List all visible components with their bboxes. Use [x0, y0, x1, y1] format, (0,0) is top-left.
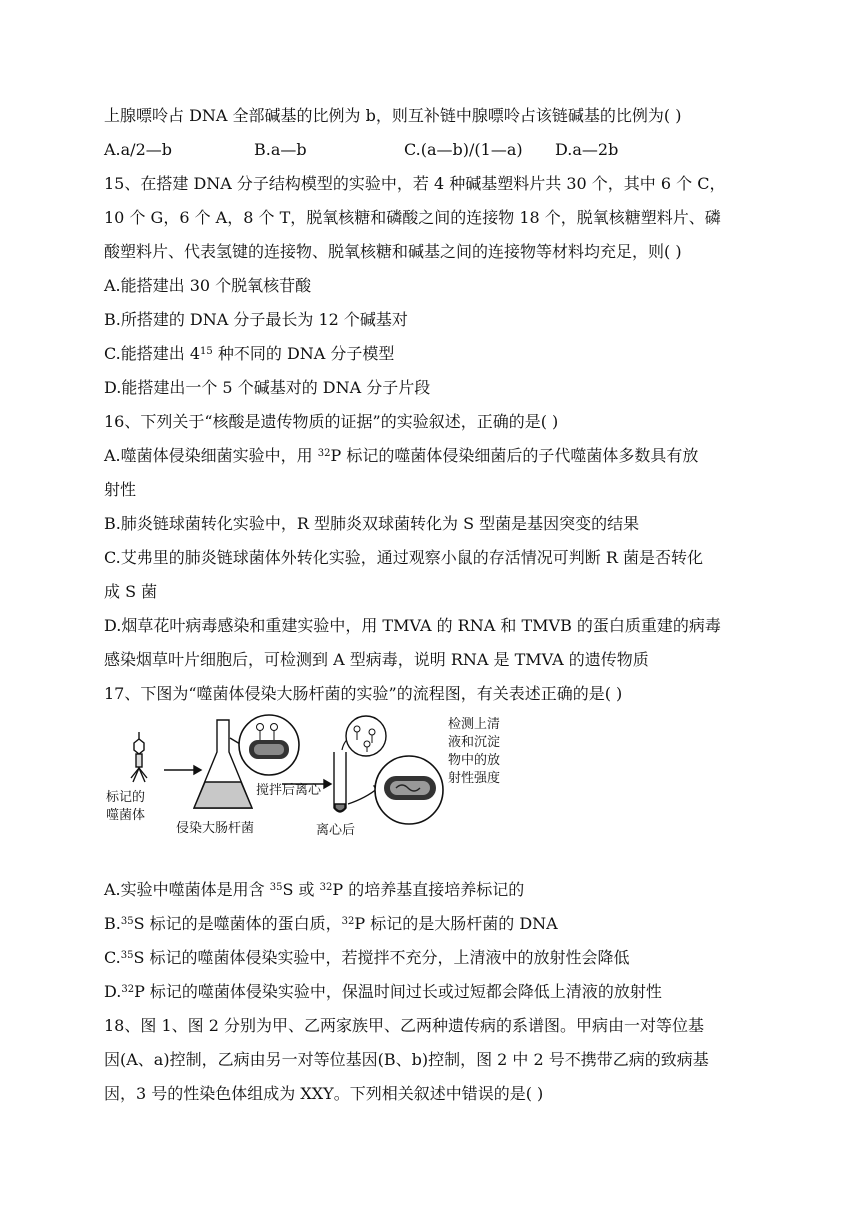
test-tube-icon [334, 752, 346, 812]
figure-label-stir: 搅拌后离心 [256, 783, 322, 798]
q16-option-d-line1: D.烟草花叶病毒感染和重建实验中，用 TMVA 的 RNA 和 TMVB 的蛋白质重建的病毒 [104, 616, 721, 635]
q18-stem-line1: 18、图 1、图 2 分别为甲、乙两家族甲、乙两种遗传病的系谱图。甲病由一对等位基 [104, 1016, 704, 1035]
q16-stem: 16、下列关于“核酸是遗传物质的证据”的实验叙述，正确的是( ) [104, 412, 559, 431]
superscript: 32 [341, 916, 355, 927]
q14-option-d: D.a—2b [555, 140, 619, 159]
superscript: 15 [200, 346, 213, 357]
superscript: 32 [121, 984, 135, 995]
q17-stem: 17、下图为“噬菌体侵染大肠杆菌的实验”的流程图，有关表述正确的是( ) [104, 684, 623, 703]
phage-experiment-figure [104, 712, 524, 847]
q18-stem-line2: 因(A、a)控制，乙病由另一对等位基因(B、b)控制，图 2 中 2 号不携带乙病的致病基 [104, 1050, 709, 1069]
superscript: 35 [269, 882, 283, 893]
figure-label-after: 离心后 [316, 823, 356, 838]
q17-option-c: C.$^{35}$S 标记的噬菌体侵染实验中，若搅拌不充分，上清液中的放射性会降低 [104, 948, 630, 967]
q14-option-a: A.a/2—b [104, 140, 172, 159]
q15-option-d: D.能搭建出一个 5 个碱基对的 DNA 分子片段 [104, 378, 431, 397]
superscript: 32 [319, 882, 333, 893]
q16-option-c-line2: 成 S 菌 [104, 582, 158, 601]
figure-label-detect-4: 射性强度 [448, 771, 501, 786]
superscript: 32 [317, 448, 331, 459]
free-phages-icon [346, 716, 386, 756]
bacterium-with-phages-icon [239, 715, 299, 775]
arrow-icon [164, 766, 201, 774]
q16-option-a-line2: 射性 [104, 480, 137, 499]
q15-option-a: A.能搭建出 30 个脱氧核苷酸 [104, 276, 312, 295]
q16-option-c-line1: C.艾弗里的肺炎链球菌体外转化实验，通过观察小鼠的存活情况可判断 R 菌是否转化 [104, 548, 703, 567]
q14-stem-tail: 上腺嘌呤占 DNA 全部碱基的比例为 b，则互补链中腺嘌呤占该链碱基的比例为( ) [104, 106, 682, 125]
q16-option-a-line1: A.噬菌体侵染细菌实验中，用 $^{32}$P 标记的噬菌体侵染细菌后的子代噬菌体多数具有放 [104, 446, 699, 465]
q17-option-a: A.实验中噬菌体是用含 $^{35}$S 或 $^{32}$P 的培养基直接培养标记的 [104, 880, 525, 899]
figure-label-detect-2: 液和沉淀 [448, 735, 501, 750]
q16-option-b: B.肺炎链球菌转化实验中，R 型肺炎双球菌转化为 S 型菌是基因突变的结果 [104, 514, 640, 533]
q15-option-b: B.所搭建的 DNA 分子最长为 12 个碱基对 [104, 310, 408, 329]
figure-label-detect-1: 检测上清 [448, 717, 501, 732]
figure-label-phage-2: 噬菌体 [106, 808, 146, 823]
q17-option-b: B.$^{35}$S 标记的是噬菌体的蛋白质，$^{32}$P 标记的是大肠杆菌的 DNA [104, 914, 558, 933]
phage-icon [131, 732, 147, 782]
q15-stem-line2: 10 个 G，6 个 A，8 个 T，脱氧核糖和磷酸之间的连接物 18 个，脱氧核糖塑料片、磷 [104, 208, 721, 227]
q18-stem-line3: 因，3 号的性染色体组成为 XXY。下列相关叙述中错误的是( ) [104, 1084, 544, 1103]
q14-option-b: B.a—b [254, 140, 307, 159]
superscript: 35 [120, 950, 134, 961]
q15-stem-line1: 15、在搭建 DNA 分子结构模型的实验中，若 4 种碱基塑料片共 30 个，其中 6 个 C， [104, 174, 726, 193]
infected-bacterium-icon [375, 756, 443, 824]
q15-stem-line3: 酸塑料片、代表氢键的连接物、脱氧核糖和碱基之间的连接物等材料均充足，则( ) [104, 242, 682, 261]
q14-option-c: C.(a—b)/(1—a) [404, 140, 523, 159]
q17-option-d: D.$^{32}$P 标记的噬菌体侵染实验中，保温时间过长或过短都会降低上清液的放射性 [104, 982, 662, 1001]
figure-label-infect: 侵染大肠杆菌 [176, 821, 255, 836]
q16-option-d-line2: 感染烟草叶片细胞后，可检测到 A 型病毒，说明 RNA 是 TMVA 的遗传物质 [104, 650, 649, 669]
figure-label-detect-3: 物中的放 [448, 753, 501, 768]
superscript: 35 [120, 916, 134, 927]
q15-option-c: C.能搭建出 $4^{15}$ 种不同的 DNA 分子模型 [104, 344, 395, 363]
figure-label-phage-1: 标记的 [106, 790, 146, 805]
